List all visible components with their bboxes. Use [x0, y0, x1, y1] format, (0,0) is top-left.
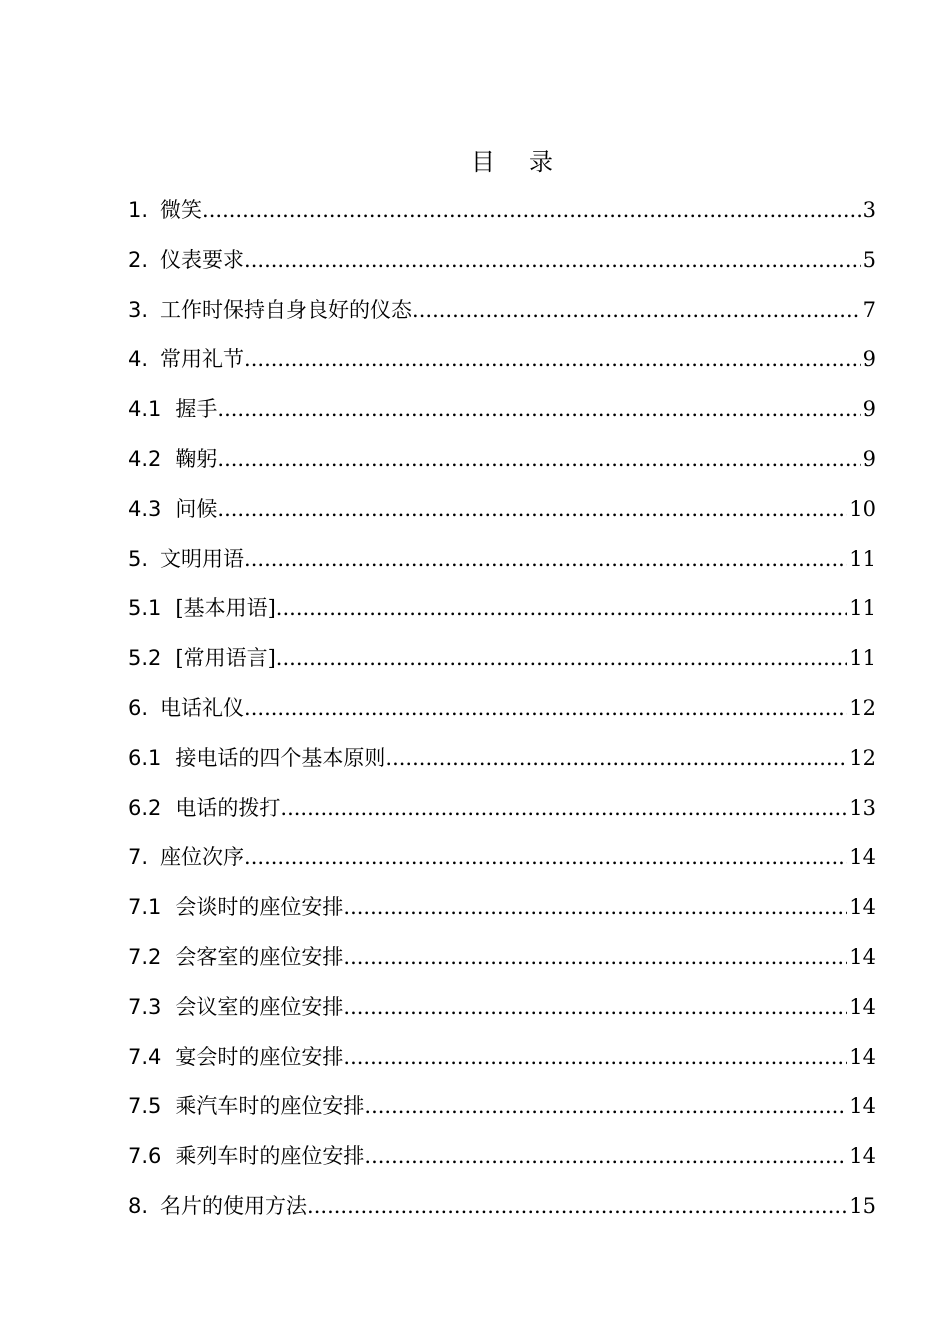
toc-entry-number: 6.2 — [128, 795, 162, 820]
toc-entry-page: 9 — [862, 397, 876, 422]
toc-title: 目录 — [471, 148, 587, 176]
toc-entry-page: 12 — [849, 745, 876, 770]
toc-entry-number: 1. — [128, 198, 149, 222]
toc-entry-number: 7.3 — [128, 994, 162, 1019]
toc-entry-title: 会议室的座位安排 — [175, 994, 344, 1019]
toc-entry[interactable] — [128, 584, 876, 634]
toc-entry[interactable] — [128, 833, 876, 883]
toc-entry-number: 6. — [128, 695, 149, 720]
toc-leader-dots — [343, 883, 847, 933]
toc-entry-page: 9 — [862, 347, 876, 372]
toc-entry[interactable] — [128, 684, 876, 734]
toc-entry[interactable] — [128, 435, 876, 485]
toc-entry-number: 2. — [128, 247, 149, 272]
toc-entry-page: 14 — [849, 994, 876, 1019]
toc-entry-page: 14 — [849, 1144, 876, 1169]
toc-entry[interactable] — [128, 1132, 876, 1182]
toc-entry-page: 14 — [849, 845, 876, 870]
toc-entry[interactable] — [128, 983, 876, 1033]
toc-entry-title: 会谈时的座位安排 — [175, 895, 344, 920]
toc-entry-page: 11 — [849, 646, 876, 671]
toc-entry-title: 文明用语 — [160, 546, 245, 571]
toc-leader-dots — [385, 734, 847, 784]
toc-entry-title: 工作时保持自身良好的仪态 — [160, 297, 413, 322]
toc-entry-title: 问候 — [175, 496, 218, 521]
toc-entry-number: 8. — [128, 1193, 149, 1218]
toc-entry-title: [常用语言] — [175, 646, 276, 671]
toc-entry-page: 14 — [849, 895, 876, 920]
toc-entry-page: 14 — [849, 944, 876, 969]
toc-entry-title: 接电话的四个基本原则 — [175, 745, 386, 770]
toc-entry-title: [基本用语] — [175, 596, 276, 621]
toc-entry-page: 14 — [849, 1094, 876, 1119]
toc-entry[interactable] — [128, 734, 876, 784]
toc-entry-page: 12 — [849, 695, 876, 720]
toc-leader-dots — [217, 385, 860, 435]
toc-leader-dots — [217, 435, 860, 485]
toc-entry-title: 乘列车时的座位安排 — [175, 1144, 365, 1169]
toc-leader-dots — [244, 236, 861, 286]
toc-entry-title: 仪表要求 — [160, 247, 245, 272]
toc-leader-dots — [412, 286, 861, 336]
toc-entry-page: 14 — [849, 1044, 876, 1069]
toc-entry-title: 电话礼仪 — [160, 695, 245, 720]
toc-entry-number: 4. — [128, 347, 149, 372]
toc-entry-title: 鞠躬 — [175, 446, 218, 471]
toc-entry[interactable] — [128, 236, 876, 286]
toc-entry-title: 微笑 — [160, 198, 203, 222]
toc-entry-number: 4.2 — [128, 446, 162, 471]
toc-entry-page: 3 — [862, 198, 876, 222]
toc-entry-number: 7.2 — [128, 944, 162, 969]
toc-entry[interactable] — [128, 1182, 876, 1232]
toc-entry[interactable] — [128, 933, 876, 983]
toc-leader-dots — [217, 485, 847, 535]
toc-leader-dots — [244, 684, 847, 734]
toc-entry-title: 会客室的座位安排 — [175, 944, 344, 969]
toc-leader-dots — [343, 933, 847, 983]
toc-entry-number: 5.1 — [128, 596, 162, 621]
toc-entry-page: 7 — [862, 297, 876, 322]
toc-entry-title: 电话的拨打 — [175, 795, 281, 820]
toc-entry[interactable] — [128, 883, 876, 933]
toc-leader-dots — [276, 584, 847, 634]
toc-leader-dots — [244, 335, 861, 385]
toc-entry-title: 握手 — [175, 397, 218, 422]
toc-entry-number: 7.4 — [128, 1044, 162, 1069]
toc-entry[interactable] — [128, 335, 876, 385]
toc-leader-dots — [343, 983, 847, 1033]
toc-entry-number: 6.1 — [128, 745, 162, 770]
toc-entry-number: 4.1 — [128, 397, 162, 422]
toc-entry[interactable] — [128, 784, 876, 834]
toc-entry-title: 常用礼节 — [160, 347, 245, 372]
toc-entry-title: 座位次序 — [160, 845, 245, 870]
toc-entry-number: 3. — [128, 297, 149, 322]
toc-entry[interactable] — [128, 535, 876, 585]
toc-entry[interactable] — [128, 186, 876, 236]
toc-entry-number: 7.6 — [128, 1144, 162, 1169]
toc-leader-dots — [343, 1033, 847, 1083]
toc-entry[interactable] — [128, 1082, 876, 1132]
toc-entry-page: 9 — [862, 446, 876, 471]
toc-leader-dots — [276, 634, 847, 684]
toc-entry[interactable] — [128, 634, 876, 684]
toc-entry-page: 11 — [849, 596, 876, 621]
toc-entry-number: 7.5 — [128, 1094, 162, 1119]
toc-leader-dots — [244, 535, 847, 585]
toc-entry[interactable] — [128, 385, 876, 435]
toc-entry-title: 乘汽车时的座位安排 — [175, 1094, 365, 1119]
toc-leader-dots — [244, 833, 847, 883]
toc-entry-page: 15 — [849, 1193, 876, 1218]
toc-entry-number: 7. — [128, 845, 149, 870]
toc-entry-number: 4.3 — [128, 496, 162, 521]
toc-entry-page: 11 — [849, 546, 876, 571]
toc-leader-dots — [280, 784, 847, 834]
toc-entry-title: 名片的使用方法 — [160, 1193, 308, 1218]
toc-entry-page: 13 — [849, 795, 876, 820]
toc-entry-number: 7.1 — [128, 895, 162, 920]
toc-entry[interactable] — [128, 485, 876, 535]
toc-entry-page: 5 — [862, 247, 876, 272]
toc-leader-dots — [364, 1082, 847, 1132]
toc-entry-number: 5.2 — [128, 646, 162, 671]
toc-leader-dots — [307, 1182, 847, 1232]
toc-entry-page: 10 — [849, 496, 876, 521]
toc-entry[interactable] — [128, 1033, 876, 1083]
toc-entry[interactable] — [128, 286, 876, 336]
toc-leader-dots — [364, 1132, 847, 1182]
toc-entry-number: 5. — [128, 546, 149, 571]
toc-leader-dots — [202, 186, 861, 236]
toc-list — [128, 186, 876, 1232]
toc-entry-title: 宴会时的座位安排 — [175, 1044, 344, 1069]
